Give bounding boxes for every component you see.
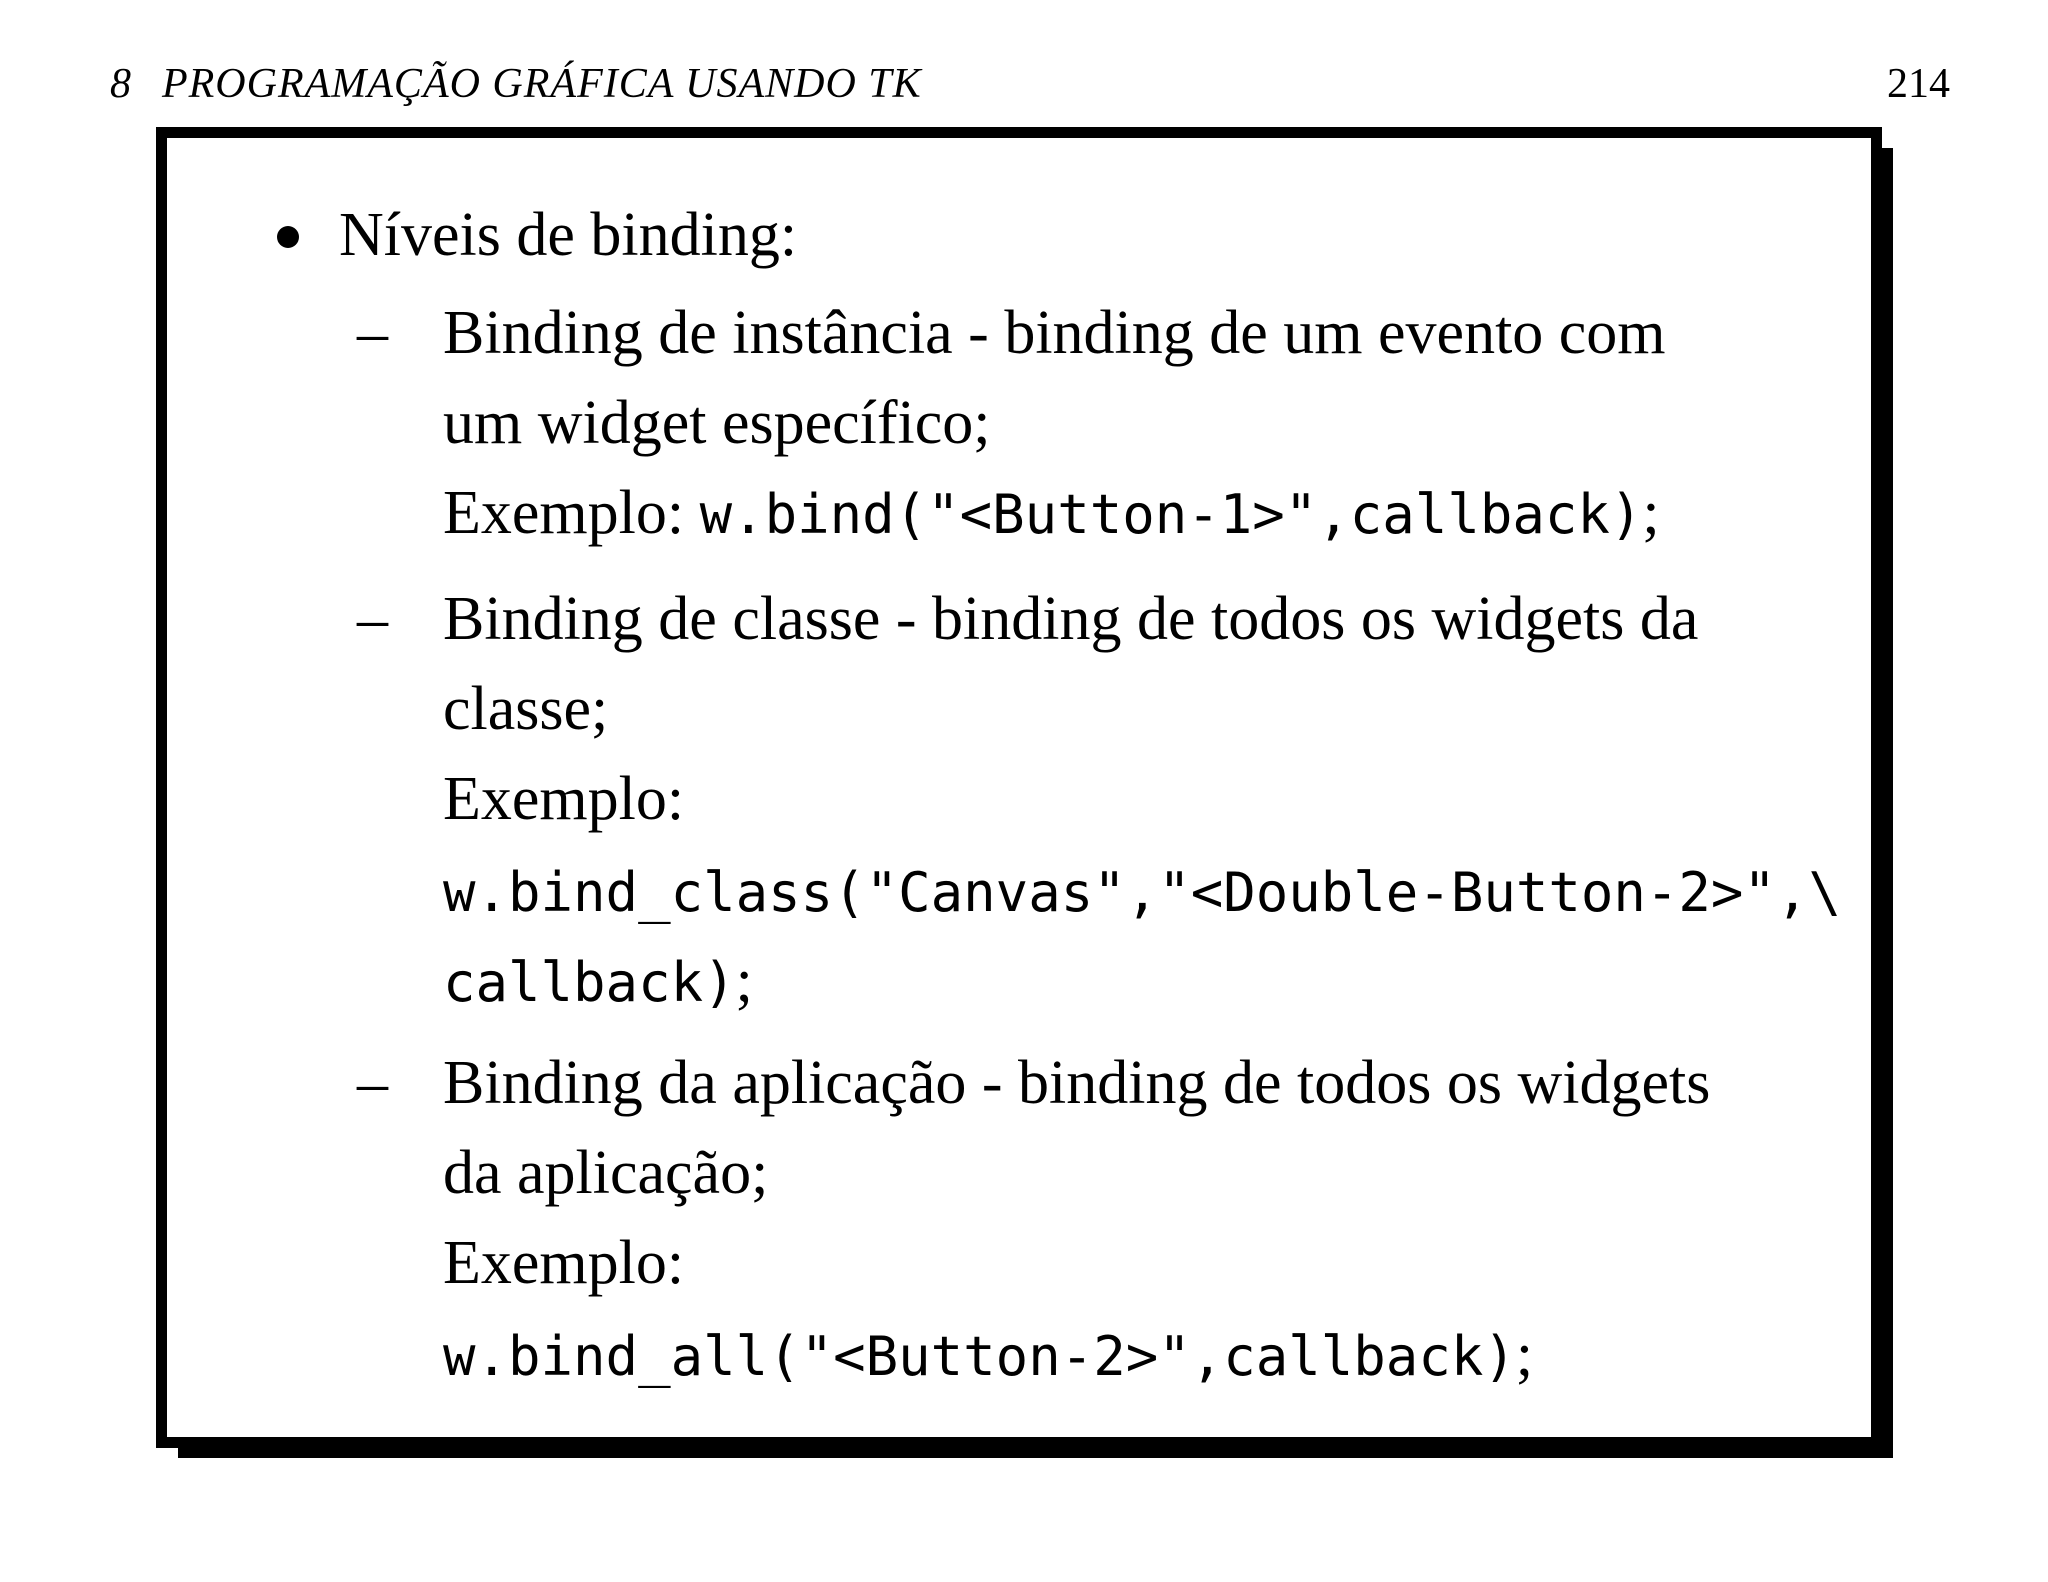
- running-header: [110, 54, 1950, 114]
- bullet-dot-icon: [277, 226, 299, 248]
- code-snippet: w.bind_all("<Button-2>",callback): [443, 1325, 1516, 1388]
- example-label: Exemplo:: [443, 1229, 685, 1297]
- bullet-text: Níveis de binding:: [339, 201, 798, 269]
- dash-marker: –: [357, 299, 388, 367]
- code-line: [443, 936, 753, 1026]
- chapter-number: 8: [110, 61, 132, 107]
- bullet-item: [277, 190, 797, 280]
- code-line: [443, 846, 1841, 936]
- code-suffix: ;: [1515, 1321, 1534, 1389]
- code-snippet: callback): [443, 951, 736, 1014]
- text-line: um widget específico;: [443, 389, 991, 457]
- text-line: Binding de classe - binding de todos os widgets da: [443, 585, 1699, 653]
- chapter-heading: [110, 54, 922, 114]
- example-line: [443, 468, 1660, 558]
- dash-marker: –: [357, 585, 388, 653]
- example-label: Exemplo:: [443, 479, 700, 547]
- page-number: 214: [1887, 61, 1950, 107]
- chapter-title: PROGRAMAÇÃO GRÁFICA USANDO TK: [162, 61, 922, 107]
- text-line: classe;: [443, 675, 609, 743]
- code-line: [443, 1310, 1533, 1400]
- code-suffix: ;: [735, 947, 753, 1015]
- code-snippet: w.bind("<Button-1>",callback): [699, 483, 1643, 546]
- example-label: Exemplo:: [443, 765, 685, 833]
- text-line: Binding da aplicação - binding de todos os widgets: [443, 1049, 1711, 1117]
- code-snippet: w.bind_class("Canvas","<Double-Button-2>",\: [443, 861, 1841, 924]
- dash-marker: –: [357, 1049, 388, 1117]
- slide-frame: [156, 127, 1882, 1448]
- text-line: Binding de instância - binding de um evento com: [443, 299, 1666, 367]
- slide-content: [167, 138, 1871, 1437]
- code-suffix: ;: [1642, 479, 1660, 547]
- text-line: da aplicação;: [443, 1139, 769, 1207]
